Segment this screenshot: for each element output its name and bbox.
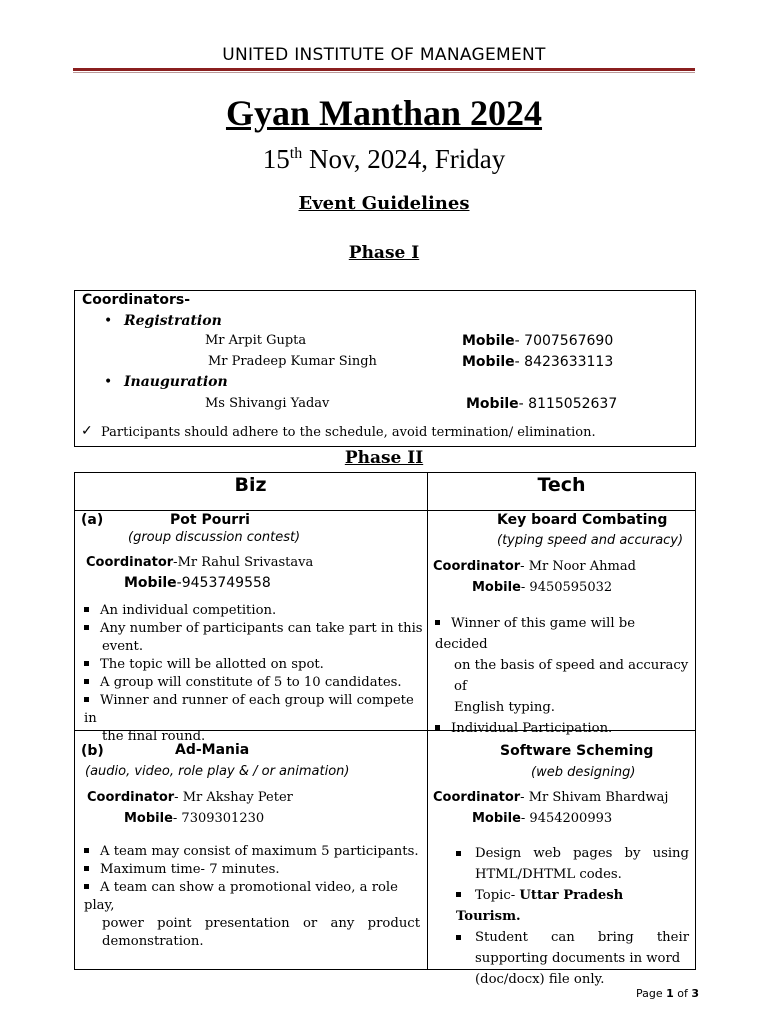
coordinator-mobile: Mobile- 8423633113: [462, 354, 614, 370]
event-date: 15th Nov, 2024, Friday: [262, 144, 506, 174]
list-item: Winner and runner of each group will compete in: [84, 693, 414, 726]
coordinator-mobile: Mobile- 9454200993: [472, 811, 613, 826]
inauguration-label: Inauguration: [124, 374, 228, 390]
list-item: Student can bring their: [456, 927, 689, 948]
list-item: An individual competition.: [84, 602, 424, 620]
header-rule-thin: [73, 72, 695, 73]
list-item: Maximum time- 7 minutes.: [84, 861, 420, 879]
event-subtitle: (web designing): [531, 765, 636, 780]
guidelines-heading: Event Guidelines: [298, 193, 470, 214]
list-item: Topic- Uttar Pradesh Tourism.: [456, 888, 624, 924]
page-number: Page 1 of 3: [636, 987, 700, 1000]
list-item-cont: (doc/docx) file only.: [475, 972, 605, 987]
coordinator-mobile: Mobile- 9450595032: [472, 580, 613, 595]
list-item: Any number of participants can take part in this: [84, 620, 424, 638]
coordinator-mobile: Mobile- 8115052637: [466, 396, 618, 412]
tech-a-list: [435, 613, 690, 739]
coordinator-mobile: Mobile-9453749558: [124, 575, 271, 591]
list-item-cont: HTML/DHTML codes.: [475, 867, 622, 882]
coordinator-line: Coordinator- Mr Noor Ahmad: [433, 559, 636, 574]
event-title-keyboard: Key board Combating: [497, 512, 668, 528]
list-item: A group will constitute of 5 to 10 candidates.: [84, 674, 424, 692]
tech-b-list: [456, 843, 689, 990]
row-letter: (b): [81, 743, 104, 759]
event-title-software-scheming: Software Scheming: [500, 743, 654, 759]
coordinator-mobile: Mobile- 7309301230: [124, 811, 265, 826]
registration-label: Registration: [124, 313, 222, 329]
coordinator-line: Coordinator- Mr Akshay Peter: [87, 790, 293, 805]
list-item: A team may consist of maximum 5 participants.: [84, 843, 420, 861]
phase1-note: Participants should adhere to the schedule, avoid termination/ elimination.: [101, 425, 596, 440]
list-item-cont: event.: [102, 639, 144, 654]
list-item: Individual Participation.: [435, 718, 690, 739]
event-title: Gyan Manthan 2024: [225, 93, 543, 133]
list-item-cont: on the basis of speed and accuracy of: [454, 658, 689, 694]
list-item: The topic will be allotted on spot.: [84, 656, 424, 674]
list-item: Design web pages by using: [456, 843, 689, 864]
list-item: A team can show a promotional video, a role play,: [84, 880, 398, 913]
column-divider: [427, 472, 428, 970]
coordinators-label: Coordinators-: [82, 292, 191, 308]
biz-b-list: [84, 843, 420, 951]
list-item-cont: supporting documents in word: [475, 951, 681, 966]
event-subtitle: (group discussion contest): [128, 530, 301, 545]
list-item-cont: demonstration.: [102, 934, 204, 949]
coordinator-name: Ms Shivangi Yadav: [205, 396, 330, 411]
event-title-pot-pourri: Pot Pourri: [170, 512, 250, 528]
header-rule: [73, 68, 695, 71]
list-item: Winner of this game will be decided: [435, 616, 635, 652]
checkmark-icon: ✓: [81, 423, 93, 439]
phase2-heading: Phase II: [344, 448, 424, 468]
event-subtitle: (typing speed and accuracy): [497, 533, 684, 548]
row-divider: [74, 510, 696, 511]
phase1-heading: Phase I: [348, 243, 420, 263]
coordinator-name: Mr Arpit Gupta: [205, 333, 307, 348]
list-item-cont: the final round.: [102, 729, 206, 744]
institute-header: UNITED INSTITUTE OF MANAGEMENT: [222, 45, 546, 65]
bullet: •: [104, 313, 113, 329]
biz-a-list: [84, 602, 424, 746]
col-header-tech: Tech: [537, 474, 586, 496]
list-item-cont: English typing.: [454, 700, 555, 715]
coordinator-mobile: Mobile- 7007567690: [462, 333, 614, 349]
row-letter: (a): [81, 512, 104, 528]
coordinator-name: Mr Pradeep Kumar Singh: [208, 354, 377, 369]
coordinator-line: Coordinator- Mr Shivam Bhardwaj: [433, 790, 669, 805]
coordinator-line: Coordinator-Mr Rahul Srivastava: [86, 555, 314, 570]
event-title-ad-mania: Ad-Mania: [175, 742, 250, 758]
event-subtitle: (audio, video, role play & / or animation): [85, 764, 350, 779]
list-item-cont: power point presentation or any product: [102, 916, 420, 931]
bullet: •: [104, 374, 113, 390]
col-header-biz: Biz: [234, 474, 267, 496]
